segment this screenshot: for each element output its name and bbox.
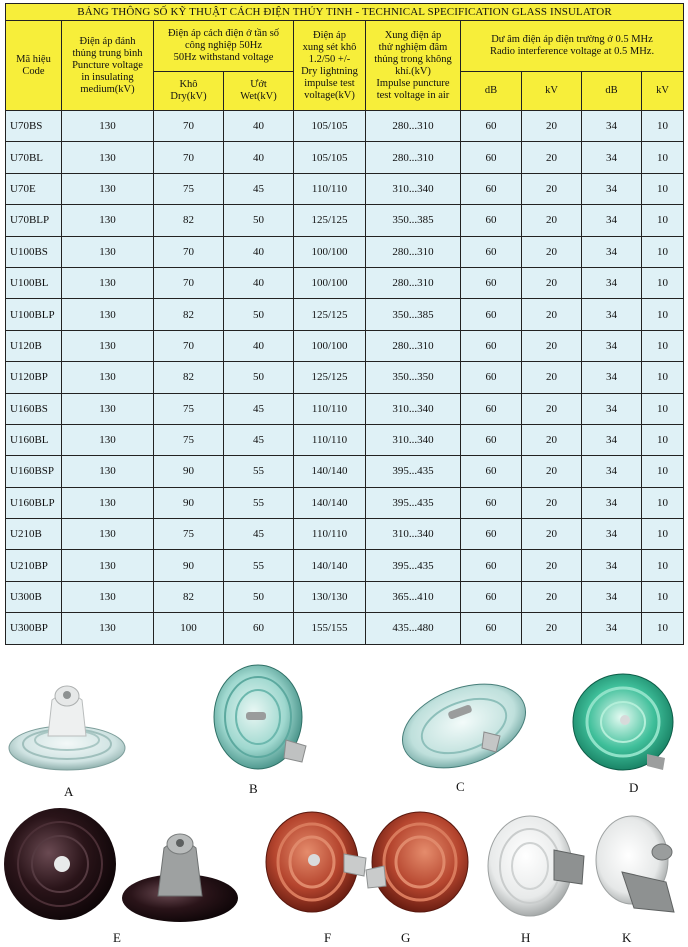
cell-db1: 60 — [461, 267, 522, 298]
cell-dry: 82 — [154, 581, 224, 612]
table-row — [6, 456, 684, 487]
cell-db1: 60 — [461, 362, 522, 393]
cell-wet: 50 — [224, 362, 294, 393]
cell-punct: 130 — [62, 142, 154, 173]
cell-kv1: 20 — [522, 487, 582, 518]
cell-db1: 60 — [461, 487, 522, 518]
cell-kv1: 20 — [522, 393, 582, 424]
table-row — [6, 330, 684, 361]
header-puncture-line1: Điện áp đánh — [79, 35, 136, 47]
cell-dry: 82 — [154, 205, 224, 236]
cell-kv1: 20 — [522, 613, 582, 644]
cell-code: U70BL — [6, 142, 62, 173]
cell-db1: 60 — [461, 205, 522, 236]
cell-dry: 70 — [154, 330, 224, 361]
insulator-g-image — [362, 810, 472, 920]
cell-code: U210BP — [6, 550, 62, 581]
cell-dry: 82 — [154, 362, 224, 393]
cell-kv2: 10 — [642, 173, 684, 204]
header-dry-en: Dry(kV) — [170, 91, 207, 102]
cell-wet: 45 — [224, 424, 294, 455]
cell-wet: 45 — [224, 519, 294, 550]
header-lightning-line6: voltage(kV) — [304, 89, 355, 101]
cell-light: 125/125 — [294, 205, 366, 236]
cell-air: 280...310 — [366, 330, 461, 361]
cell-code: U160BLP — [6, 487, 62, 518]
cell-wet: 40 — [224, 330, 294, 361]
cell-db1: 60 — [461, 236, 522, 267]
cell-kv2: 10 — [642, 267, 684, 298]
insulator-e-image — [2, 806, 240, 932]
cell-db1: 60 — [461, 581, 522, 612]
cell-air: 310...340 — [366, 519, 461, 550]
label-a: A — [64, 784, 74, 799]
cell-air: 310...340 — [366, 173, 461, 204]
cell-kv2: 10 — [642, 550, 684, 581]
cell-punct: 130 — [62, 205, 154, 236]
table-row — [6, 550, 684, 581]
cell-light: 130/130 — [294, 581, 366, 612]
cell-wet: 45 — [224, 173, 294, 204]
header-puncture-line4: in insulating — [81, 71, 134, 83]
cell-wet: 50 — [224, 205, 294, 236]
cell-db2: 34 — [582, 456, 642, 487]
cell-light: 140/140 — [294, 487, 366, 518]
cell-punct: 130 — [62, 581, 154, 612]
cell-kv2: 10 — [642, 362, 684, 393]
header-dry-vn: Khô — [179, 79, 198, 90]
header-wet-vn: Ướt — [250, 79, 267, 90]
label-g: G — [401, 930, 411, 945]
cell-light: 100/100 — [294, 330, 366, 361]
cell-db1: 60 — [461, 393, 522, 424]
cell-kv1: 20 — [522, 519, 582, 550]
header-lightning — [294, 21, 366, 111]
table-row — [6, 142, 684, 173]
cell-air: 435...480 — [366, 613, 461, 644]
table-row — [6, 236, 684, 267]
table-row — [6, 362, 684, 393]
cell-db1: 60 — [461, 173, 522, 204]
cell-dry: 75 — [154, 424, 224, 455]
cell-dry: 70 — [154, 111, 224, 142]
cell-db1: 60 — [461, 613, 522, 644]
header-radio-line2: Radio interference voltage at 0.5 MHz. — [489, 46, 655, 57]
cell-wet: 40 — [224, 236, 294, 267]
cell-code: U160BS — [6, 393, 62, 424]
cell-db2: 34 — [582, 267, 642, 298]
label-f: F — [324, 930, 332, 945]
table-row — [6, 267, 684, 298]
cell-code: U100BL — [6, 267, 62, 298]
cell-kv1: 20 — [522, 299, 582, 330]
cell-air: 310...340 — [366, 424, 461, 455]
cell-kv2: 10 — [642, 111, 684, 142]
header-db-2: dB — [582, 72, 642, 111]
cell-wet: 40 — [224, 267, 294, 298]
cell-punct: 130 — [62, 456, 154, 487]
cell-db2: 34 — [582, 111, 642, 142]
cell-punct: 130 — [62, 424, 154, 455]
insulator-f-image — [262, 810, 372, 920]
header-withstand — [154, 21, 294, 72]
cell-wet: 55 — [224, 487, 294, 518]
insulator-photos — [0, 660, 688, 947]
cell-db2: 34 — [582, 581, 642, 612]
table-row — [6, 299, 684, 330]
label-e: E — [113, 930, 121, 945]
cell-light: 105/105 — [294, 111, 366, 142]
cell-punct: 130 — [62, 519, 154, 550]
label-h: H — [521, 930, 531, 945]
insulator-k-image — [592, 812, 686, 920]
cell-db2: 34 — [582, 393, 642, 424]
header-impulse-line6: test voltage in air — [376, 89, 450, 101]
header-lightning-line5: impulse test — [304, 77, 355, 89]
cell-code: U70BLP — [6, 205, 62, 236]
table-row — [6, 393, 684, 424]
header-radio-line1: Dư âm điện áp điện trường ở 0.5 MHz — [491, 34, 653, 45]
table-title: BẢNG THÔNG SỐ KỸ THUẬT CÁCH ĐIỆN THỦY TINH - TECHNICAL SPECIFICATION GLASS INSULATOR — [6, 4, 684, 21]
header-puncture-line2: thủng trung bình — [72, 47, 143, 59]
cell-punct: 130 — [62, 362, 154, 393]
cell-kv1: 20 — [522, 267, 582, 298]
cell-light: 110/110 — [294, 519, 366, 550]
cell-wet: 50 — [224, 581, 294, 612]
insulator-c-image — [396, 674, 532, 774]
cell-kv1: 20 — [522, 142, 582, 173]
cell-db2: 34 — [582, 424, 642, 455]
cell-db2: 34 — [582, 613, 642, 644]
cell-db2: 34 — [582, 236, 642, 267]
cell-dry: 75 — [154, 393, 224, 424]
header-impulse-line3: thủng trong không — [374, 53, 452, 65]
cell-kv1: 20 — [522, 236, 582, 267]
cell-dry: 90 — [154, 550, 224, 581]
cell-air: 350...385 — [366, 299, 461, 330]
cell-dry: 90 — [154, 487, 224, 518]
cell-punct: 130 — [62, 330, 154, 361]
cell-wet: 40 — [224, 111, 294, 142]
label-d: D — [629, 780, 639, 795]
header-lightning-line1: Điện áp — [313, 29, 346, 41]
cell-db1: 60 — [461, 111, 522, 142]
cell-wet: 50 — [224, 299, 294, 330]
cell-air: 395...435 — [366, 550, 461, 581]
header-lightning-line4: Dry lightning — [301, 65, 358, 77]
cell-kv1: 20 — [522, 456, 582, 487]
header-impulse-line1: Xung điện áp — [384, 29, 442, 41]
cell-air: 280...310 — [366, 267, 461, 298]
cell-punct: 130 — [62, 550, 154, 581]
cell-wet: 45 — [224, 393, 294, 424]
cell-kv2: 10 — [642, 487, 684, 518]
cell-air: 350...350 — [366, 362, 461, 393]
cell-db2: 34 — [582, 173, 642, 204]
header-withstand-line3: 50Hz withstand voltage — [173, 52, 274, 63]
cell-kv1: 20 — [522, 362, 582, 393]
cell-kv1: 20 — [522, 330, 582, 361]
cell-punct: 130 — [62, 111, 154, 142]
label-b: B — [249, 781, 258, 796]
cell-air: 395...435 — [366, 456, 461, 487]
header-lightning-line3: 1.2/50 +/- — [308, 53, 351, 65]
header-code-vn: Mã hiệu — [16, 53, 51, 65]
insulator-h-image — [484, 810, 592, 920]
header-impulse-air — [366, 21, 461, 111]
cell-db2: 34 — [582, 299, 642, 330]
header-puncture — [62, 21, 154, 111]
cell-light: 110/110 — [294, 173, 366, 204]
cell-light: 140/140 — [294, 550, 366, 581]
cell-db2: 34 — [582, 487, 642, 518]
spec-table — [5, 3, 684, 645]
cell-air: 395...435 — [366, 487, 461, 518]
cell-code: U210B — [6, 519, 62, 550]
cell-code: U70BS — [6, 111, 62, 142]
cell-code: U100BLP — [6, 299, 62, 330]
cell-kv2: 10 — [642, 142, 684, 173]
cell-code: U120B — [6, 330, 62, 361]
label-k: K — [622, 930, 632, 945]
cell-db2: 34 — [582, 519, 642, 550]
cell-wet: 55 — [224, 456, 294, 487]
cell-dry: 75 — [154, 173, 224, 204]
table-row — [6, 519, 684, 550]
cell-kv2: 10 — [642, 456, 684, 487]
insulator-d-image — [569, 664, 681, 780]
cell-light: 125/125 — [294, 299, 366, 330]
header-impulse-line2: thử nghiệm đâm — [378, 41, 448, 53]
cell-kv1: 20 — [522, 581, 582, 612]
header-wet-en: Wet(kV) — [240, 91, 277, 102]
cell-punct: 130 — [62, 267, 154, 298]
cell-db1: 60 — [461, 550, 522, 581]
cell-wet: 55 — [224, 550, 294, 581]
cell-punct: 130 — [62, 393, 154, 424]
cell-dry: 90 — [154, 456, 224, 487]
cell-kv1: 20 — [522, 173, 582, 204]
cell-db1: 60 — [461, 456, 522, 487]
cell-db1: 60 — [461, 330, 522, 361]
table-row — [6, 173, 684, 204]
cell-code: U160BSP — [6, 456, 62, 487]
cell-kv1: 20 — [522, 111, 582, 142]
header-puncture-line3: Puncture voltage — [72, 59, 143, 71]
cell-dry: 100 — [154, 613, 224, 644]
table-row — [6, 581, 684, 612]
cell-db2: 34 — [582, 205, 642, 236]
cell-air: 280...310 — [366, 142, 461, 173]
cell-code: U300BP — [6, 613, 62, 644]
cell-dry: 70 — [154, 142, 224, 173]
cell-db2: 34 — [582, 550, 642, 581]
table-row — [6, 424, 684, 455]
cell-light: 100/100 — [294, 267, 366, 298]
cell-code: U160BL — [6, 424, 62, 455]
cell-kv1: 20 — [522, 550, 582, 581]
cell-punct: 130 — [62, 299, 154, 330]
cell-dry: 82 — [154, 299, 224, 330]
cell-dry: 70 — [154, 236, 224, 267]
cell-air: 280...310 — [366, 111, 461, 142]
cell-code: U300B — [6, 581, 62, 612]
cell-kv1: 20 — [522, 424, 582, 455]
header-dry — [154, 72, 224, 111]
header-kv-1: kV — [522, 72, 582, 111]
cell-light: 100/100 — [294, 236, 366, 267]
cell-db2: 34 — [582, 142, 642, 173]
header-withstand-line1: Điện áp cách điện ở tần số — [167, 28, 280, 39]
cell-kv2: 10 — [642, 299, 684, 330]
table-row — [6, 613, 684, 644]
cell-code: U120BP — [6, 362, 62, 393]
table-row — [6, 111, 684, 142]
table-row — [6, 487, 684, 518]
header-puncture-line5: medium(kV) — [80, 83, 135, 95]
header-impulse-line4: khí.(kV) — [395, 65, 431, 77]
cell-code: U100BS — [6, 236, 62, 267]
header-withstand-line2: công nghiệp 50Hz — [185, 40, 262, 51]
cell-db1: 60 — [461, 519, 522, 550]
cell-air: 310...340 — [366, 393, 461, 424]
cell-kv2: 10 — [642, 393, 684, 424]
cell-punct: 130 — [62, 613, 154, 644]
cell-air: 365...410 — [366, 581, 461, 612]
cell-wet: 60 — [224, 613, 294, 644]
cell-light: 110/110 — [294, 424, 366, 455]
header-kv-2: kV — [642, 72, 684, 111]
cell-kv2: 10 — [642, 330, 684, 361]
cell-wet: 40 — [224, 142, 294, 173]
cell-dry: 70 — [154, 267, 224, 298]
header-code-en: Code — [22, 65, 45, 77]
header-code — [6, 21, 62, 111]
header-wet — [224, 72, 294, 111]
cell-light: 125/125 — [294, 362, 366, 393]
cell-code: U70E — [6, 173, 62, 204]
cell-kv2: 10 — [642, 205, 684, 236]
cell-punct: 130 — [62, 487, 154, 518]
header-impulse-line5: Impulse puncture — [376, 77, 450, 89]
insulator-b-image — [208, 662, 314, 780]
cell-db2: 34 — [582, 330, 642, 361]
header-db-1: dB — [461, 72, 522, 111]
label-c: C — [456, 779, 465, 794]
cell-kv2: 10 — [642, 519, 684, 550]
cell-kv2: 10 — [642, 581, 684, 612]
cell-db1: 60 — [461, 299, 522, 330]
cell-punct: 130 — [62, 236, 154, 267]
cell-db1: 60 — [461, 142, 522, 173]
cell-light: 110/110 — [294, 393, 366, 424]
table-row — [6, 205, 684, 236]
header-lightning-line2: xung sét khô — [302, 41, 357, 53]
cell-air: 280...310 — [366, 236, 461, 267]
cell-kv1: 20 — [522, 205, 582, 236]
cell-light: 105/105 — [294, 142, 366, 173]
cell-dry: 75 — [154, 519, 224, 550]
cell-air: 350...385 — [366, 205, 461, 236]
cell-punct: 130 — [62, 173, 154, 204]
header-radio — [461, 21, 684, 72]
table-body — [6, 111, 684, 645]
cell-db1: 60 — [461, 424, 522, 455]
spec-sheet — [5, 3, 683, 645]
table-header — [6, 4, 684, 111]
cell-kv2: 10 — [642, 613, 684, 644]
cell-light: 140/140 — [294, 456, 366, 487]
cell-kv2: 10 — [642, 236, 684, 267]
insulator-a-image — [6, 678, 128, 778]
cell-kv2: 10 — [642, 424, 684, 455]
cell-db2: 34 — [582, 362, 642, 393]
cell-light: 155/155 — [294, 613, 366, 644]
